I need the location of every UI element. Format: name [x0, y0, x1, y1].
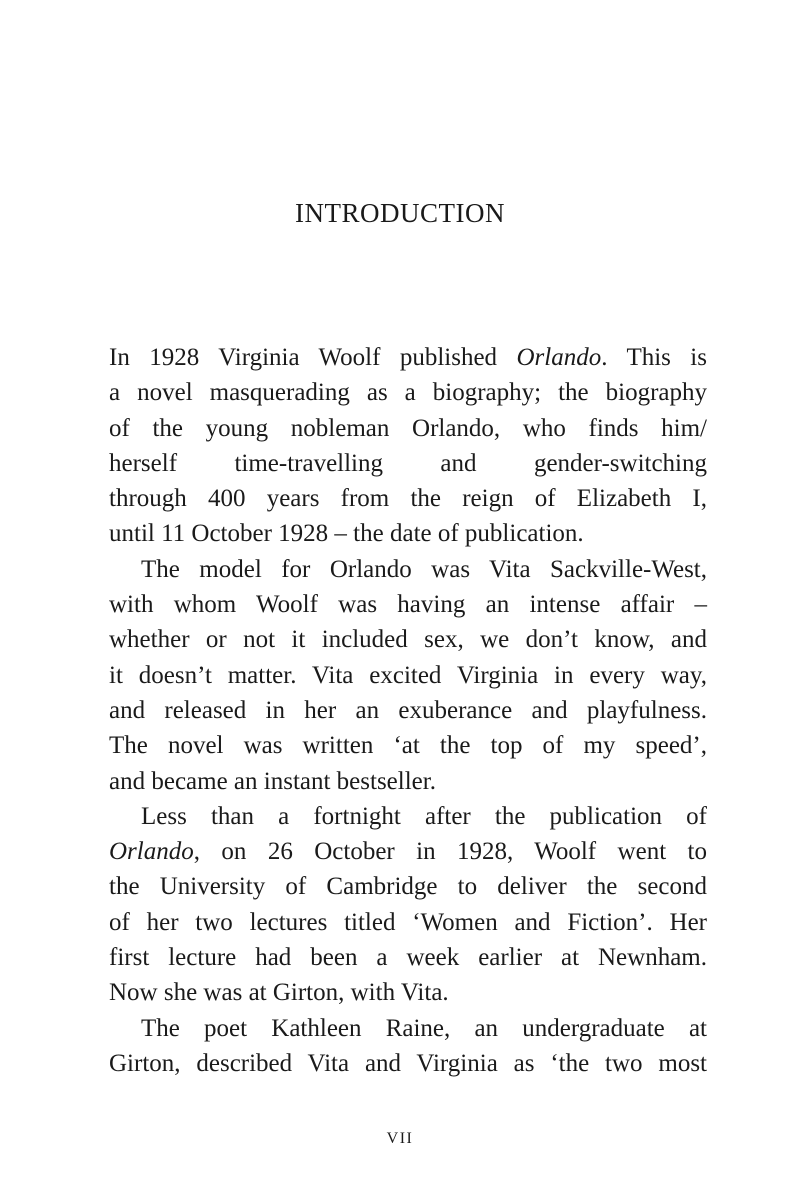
- text-line: Girton, described Vita and Virginia as ‘the two most: [109, 1049, 707, 1077]
- chapter-title: INTRODUCTION: [295, 198, 505, 228]
- text-line: the University of Cambridge to deliver the second: [109, 873, 707, 901]
- text-line: first lecture had been a week earlier at Newnham.: [109, 944, 707, 972]
- text-line: The model for Orlando was Vita Sackville-West,: [141, 555, 707, 583]
- text-line: Orlando, on 26 October in 1928, Woolf went to: [109, 838, 707, 866]
- body-text: [109, 340, 707, 1081]
- text-line: until 11 October 1928 – the date of publication.: [109, 520, 584, 548]
- text-line: In 1928 Virginia Woolf published Orlando. This is: [109, 344, 707, 371]
- text-line: through 400 years from the reign of Elizabeth I,: [109, 485, 707, 513]
- text-line: a novel masquerading as a biography; the biography: [109, 379, 707, 407]
- text-line: whether or not it included sex, we don’t know, and: [109, 626, 707, 654]
- page-number: VII: [386, 1130, 414, 1147]
- text-line: Now she was at Girton, with Vita.: [109, 979, 449, 1007]
- text-line: it doesn’t matter. Vita excited Virginia in every way,: [109, 661, 707, 689]
- text-line: of her two lectures titled ‘Women and Fiction’. Her: [109, 908, 707, 936]
- text-line: The poet Kathleen Raine, an undergraduate at: [141, 1014, 707, 1042]
- text-line: Less than a fortnight after the publication of: [141, 802, 707, 830]
- text-line: and became an instant bestseller.: [109, 767, 436, 795]
- text-line: of the young nobleman Orlando, who finds him/: [109, 414, 707, 442]
- text-line: and released in her an exuberance and playfulness.: [109, 696, 707, 724]
- text-line: with whom Woolf was having an intense affair –: [109, 591, 707, 619]
- text-line: The novel was written ‘at the top of my speed’,: [109, 732, 707, 760]
- text-line: herself time-travelling and gender-switching: [109, 449, 707, 477]
